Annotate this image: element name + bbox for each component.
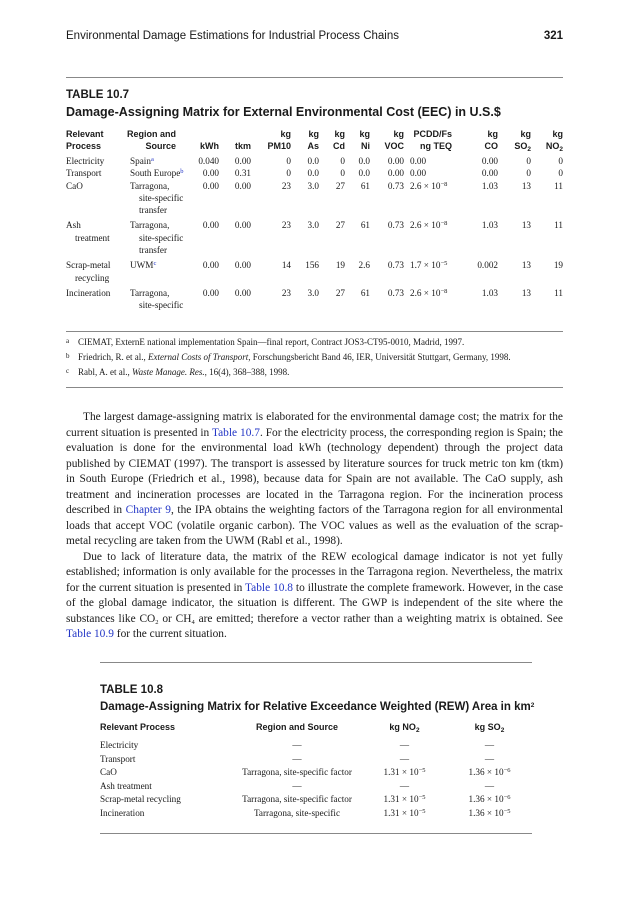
cell-process: Ash treatment bbox=[66, 220, 110, 243]
cell-region: Tarragona, site-specific factor bbox=[242, 767, 352, 777]
cell-cd: 27 bbox=[335, 220, 345, 231]
footnotes-rule bbox=[66, 387, 563, 388]
footnote-a: a CIEMAT, ExternE national implementation Spain—final report, Contract JOS3-CT95-0010, Madrid, 1997. bbox=[66, 337, 465, 347]
cell-no2: $1.31 \times 10^{-5}$ bbox=[383, 807, 426, 818]
cell-no2: 0 bbox=[558, 168, 563, 179]
cell-tkm: 0.00 bbox=[234, 260, 251, 271]
cell-region-source: Tarragona, site-specific transfer bbox=[130, 220, 184, 256]
cell-region: — bbox=[292, 780, 302, 791]
cell-as: 3.0 bbox=[307, 287, 319, 298]
table-row bbox=[66, 219, 563, 259]
table-10-8-link[interactable]: Table 10.8 bbox=[245, 581, 294, 594]
cell-cd: 19 bbox=[335, 260, 345, 271]
cell-so2: 0 bbox=[526, 168, 531, 179]
header-rule bbox=[66, 77, 563, 78]
cell-process: Ash treatment bbox=[100, 780, 152, 791]
cell-pcdd: 0.00 bbox=[410, 156, 427, 166]
cell-region: Tarragona, site-specific factor bbox=[242, 794, 352, 804]
cell-co: 1.03 bbox=[481, 287, 498, 298]
cell-so2: — bbox=[484, 753, 495, 764]
table-10-8 bbox=[100, 721, 532, 820]
table-row bbox=[66, 287, 563, 315]
table-row bbox=[100, 739, 532, 753]
cell-co: 1.03 bbox=[481, 220, 498, 231]
cell-so2: 13 bbox=[521, 260, 531, 271]
col-header-ni: kg Ni bbox=[359, 129, 370, 151]
cell-as: 0.0 bbox=[307, 168, 319, 179]
footnote-ref: b bbox=[180, 168, 184, 176]
cell-as: 3.0 bbox=[307, 220, 319, 231]
cell-pcdd: $2.6 \times 10^{-8}$ bbox=[410, 220, 448, 231]
cell-as: 0.0 bbox=[307, 156, 319, 166]
running-header-title: Environmental Damage Estimations for Industrial Process Chains bbox=[66, 30, 400, 42]
table-row bbox=[66, 167, 563, 179]
cell-voc: 0.00 bbox=[387, 156, 404, 166]
cell-no2: 19 bbox=[553, 260, 563, 271]
cell-co: 0.002 bbox=[477, 260, 498, 271]
cell-voc: 0.73 bbox=[387, 287, 404, 298]
table-10-7-link[interactable]: Table 10.7 bbox=[211, 426, 260, 439]
cell-no2: $1.31 \times 10^{-5}$ bbox=[383, 767, 426, 777]
cell-ni: 61 bbox=[360, 287, 370, 298]
cell-voc: 0.73 bbox=[387, 180, 404, 191]
cell-so2: 0 bbox=[526, 156, 531, 166]
cell-process: Incineration bbox=[100, 807, 145, 818]
table-row bbox=[100, 793, 532, 807]
footnote-ref: a bbox=[150, 156, 154, 163]
cell-pcdd: 0.00 bbox=[410, 168, 427, 179]
cell-cd: 27 bbox=[335, 180, 345, 191]
col-header-tkm: tkm bbox=[234, 141, 251, 151]
running-header bbox=[66, 30, 563, 50]
table-row bbox=[100, 766, 532, 780]
page-number: 321 bbox=[543, 30, 563, 42]
table-10-7 bbox=[66, 128, 563, 315]
col-header-region-source: Region and Source bbox=[255, 722, 338, 732]
cell-region: — bbox=[292, 753, 302, 764]
cell-process: CaO bbox=[100, 767, 117, 777]
cell-process: Electricity bbox=[100, 740, 139, 750]
cell-ni: 61 bbox=[360, 220, 370, 231]
cell-pm10: 23 bbox=[281, 287, 291, 298]
cell-region-source: UWM$^c$ bbox=[130, 260, 157, 271]
cell-process: Incineration bbox=[66, 287, 111, 298]
cell-no2: 0 bbox=[558, 156, 563, 166]
cell-so2: $1.36 \times 10^{-5}$ bbox=[468, 807, 511, 818]
cell-so2: 13 bbox=[521, 180, 531, 191]
table-row bbox=[100, 807, 532, 821]
cell-no2: 11 bbox=[554, 180, 563, 191]
cell-cd: 0 bbox=[340, 168, 345, 179]
col-header-kg-no2: kg $NO_2$ bbox=[389, 722, 420, 734]
chapter-9-link[interactable]: Chapter 9 bbox=[125, 504, 171, 516]
cell-region-source: Tarragona, site-specific transfer bbox=[130, 180, 184, 216]
table-10-8-header-row bbox=[100, 721, 532, 739]
col-header-kwh: kWh bbox=[200, 141, 219, 151]
cell-ni: 0.0 bbox=[358, 168, 370, 179]
col-header-no2: kg $NO_2$ bbox=[545, 129, 563, 153]
cell-pm10: 23 bbox=[281, 180, 291, 191]
cell-process: Electricity bbox=[66, 156, 105, 166]
cell-cd: 27 bbox=[335, 287, 345, 298]
cell-pcdd: $2.6 \times 10^{-8}$ bbox=[410, 287, 448, 298]
cell-tkm: 0.00 bbox=[234, 287, 251, 298]
cell-ni: 61 bbox=[360, 180, 370, 191]
cell-pcdd: $2.6 \times 10^{-8}$ bbox=[410, 180, 448, 191]
table-10-7-header-row bbox=[66, 128, 563, 152]
cell-cd: 0 bbox=[340, 156, 345, 166]
col-header-pcdd: PCDD/Fs ng TEQ bbox=[413, 129, 452, 151]
footnote-c: c Rabl, A. et al., Waste Manage. Res., 16(4), 368–388, 1998. bbox=[66, 367, 290, 377]
cell-pm10: 23 bbox=[281, 220, 291, 231]
cell-co: 0.00 bbox=[481, 168, 498, 179]
cell-process: Scrap-metal recycling bbox=[100, 794, 181, 804]
cell-region-source: South Europe$^b$ bbox=[130, 168, 184, 179]
cell-no2: 11 bbox=[554, 287, 563, 298]
col-header-co: kg CO bbox=[484, 129, 498, 151]
col-header-kg-so2: kg $SO_2$ bbox=[474, 722, 505, 734]
cell-tkm: 0.00 bbox=[234, 220, 251, 231]
cell-pm10: 0 bbox=[286, 168, 291, 179]
body-text bbox=[66, 410, 563, 643]
table-10-9-link[interactable]: Table 10.9 bbox=[66, 628, 114, 640]
cell-process: CaO bbox=[66, 180, 83, 191]
col-header-relevant-process: Relevant Process bbox=[100, 722, 176, 732]
cell-voc: 0.73 bbox=[387, 220, 404, 231]
cell-co: 0.00 bbox=[481, 156, 498, 166]
table-10-8-bottom-rule bbox=[100, 833, 532, 834]
cell-no2: — bbox=[399, 740, 410, 750]
cell-region-source: Spain$^a$ bbox=[130, 156, 154, 166]
table-10-7-title: Damage-Assigning Matrix for External Environmental Cost (EEC) in U.S.$ bbox=[66, 105, 501, 119]
cell-tkm: 0.00 bbox=[234, 156, 251, 166]
table-10-8-title: Damage-Assigning Matrix for Relative Exceedance Weighted (REW) Area in $km^2$ bbox=[100, 701, 535, 713]
col-header-process: Relevant Process bbox=[66, 129, 104, 151]
table-10-7-rule bbox=[66, 331, 563, 332]
col-header-region: Region and Source bbox=[127, 129, 176, 151]
paragraph-1: The largest damage-assigning matrix is elaborated for the environmental damage cost; the matrix for the current situation is presented in Table 10.7. For the electricity process, the corresponding region is Spain; the evaluation is done for the environmental load kWh (technology dependent) through the project data published by CIEMAT (1997). The transport is assessed by literature sources for truck metric ton km (tkm) in South Europe (Friedrich et al., 1998), because data for Spain are not available. The CaO supply, ash treatment and incineration processes are located in the Tarragona region. For the incineration process described in Chapter 9, the IPA obtains the weighting factors of the Tarragona region for all environmental loads that accept VOC (volatile organic carbon). The VOC values as well as the evaluation of the scrap-metal recycling are taken from the UWM (Rabl et al., 1998). bbox=[66, 411, 563, 547]
col-header-pm10: kg PM10 bbox=[267, 129, 291, 151]
cell-no2: $1.31 \times 10^{-5}$ bbox=[383, 794, 426, 804]
cell-pm10: 14 bbox=[281, 260, 291, 271]
col-header-cd: kg Cd bbox=[333, 129, 345, 151]
cell-as: 156 bbox=[305, 260, 319, 271]
cell-kwh: 0.00 bbox=[202, 287, 219, 298]
cell-tkm: 0.31 bbox=[234, 168, 251, 179]
cell-region: — bbox=[292, 740, 302, 750]
cell-ni: 0.0 bbox=[358, 156, 370, 166]
cell-kwh: 0.00 bbox=[202, 168, 219, 179]
paragraph-2: Due to lack of literature data, the matrix of the REW ecological damage indicator is not yet fully established; information is only available for the processes in the Tarragona region. Nevertheless, the matrix for the current situation is presented in Table 10.8 to illustrate the complete framework. However, in the case of the global damage indicator, the situation is different. The GWP is independent of the site where the substances like $CO_2$ or $CH_4$ are emitted; therefore a vector rather than a weighting matrix is obtained. See Table 10.9 for the current situation. bbox=[66, 550, 563, 640]
table-row bbox=[66, 259, 563, 287]
cell-as: 3.0 bbox=[307, 180, 319, 191]
col-header-so2: kg $SO_2$ bbox=[514, 129, 531, 153]
col-header-voc: kg VOC bbox=[384, 129, 404, 151]
cell-so2: 13 bbox=[521, 220, 531, 231]
cell-region-source: Tarragona, site-specific bbox=[130, 287, 184, 311]
cell-voc: 0.73 bbox=[387, 260, 404, 271]
cell-no2: 11 bbox=[554, 220, 563, 231]
cell-voc: 0.00 bbox=[387, 168, 404, 179]
table-row bbox=[66, 152, 563, 167]
cell-kwh: 0.00 bbox=[202, 260, 219, 271]
cell-region: Tarragona, site-specific bbox=[253, 807, 341, 818]
cell-no2: — bbox=[399, 753, 410, 764]
cell-so2: $1.36 \times 10^{-6}$ bbox=[468, 767, 511, 777]
table-row bbox=[100, 753, 532, 767]
cell-co: 1.03 bbox=[481, 180, 498, 191]
cell-kwh: 0.00 bbox=[202, 220, 219, 231]
cell-process: Transport bbox=[100, 753, 136, 764]
footnote-b: b Friedrich, R. et al., External Costs of Transport, Forschungsbericht Band 46, IER, Universität Stuttgart, Germany, 1998. bbox=[66, 352, 511, 362]
cell-so2: — bbox=[484, 780, 495, 791]
table-10-8-label: TABLE 10.8 bbox=[100, 684, 164, 696]
table-10-7-label: TABLE 10.7 bbox=[66, 89, 130, 101]
table-row bbox=[100, 780, 532, 794]
footnote-ref: c bbox=[153, 260, 157, 268]
cell-process: Transport bbox=[66, 168, 102, 179]
cell-pcdd: $1.7 \times 10^{-5}$ bbox=[410, 260, 448, 271]
table-10-8-top-rule bbox=[100, 662, 532, 663]
col-header-as: kg As bbox=[307, 129, 319, 151]
cell-so2: — bbox=[484, 740, 495, 750]
cell-kwh: 0.040 bbox=[198, 156, 219, 166]
cell-pm10: 0 bbox=[286, 156, 291, 166]
cell-ni: 2.6 bbox=[358, 260, 370, 271]
cell-tkm: 0.00 bbox=[234, 180, 251, 191]
cell-so2: 13 bbox=[521, 287, 531, 298]
cell-process: Scrap-metal recycling bbox=[66, 260, 111, 283]
cell-no2: — bbox=[399, 780, 410, 791]
cell-so2: $1.36 \times 10^{-6}$ bbox=[468, 794, 511, 804]
table-row bbox=[66, 180, 563, 220]
cell-kwh: 0.00 bbox=[202, 180, 219, 191]
